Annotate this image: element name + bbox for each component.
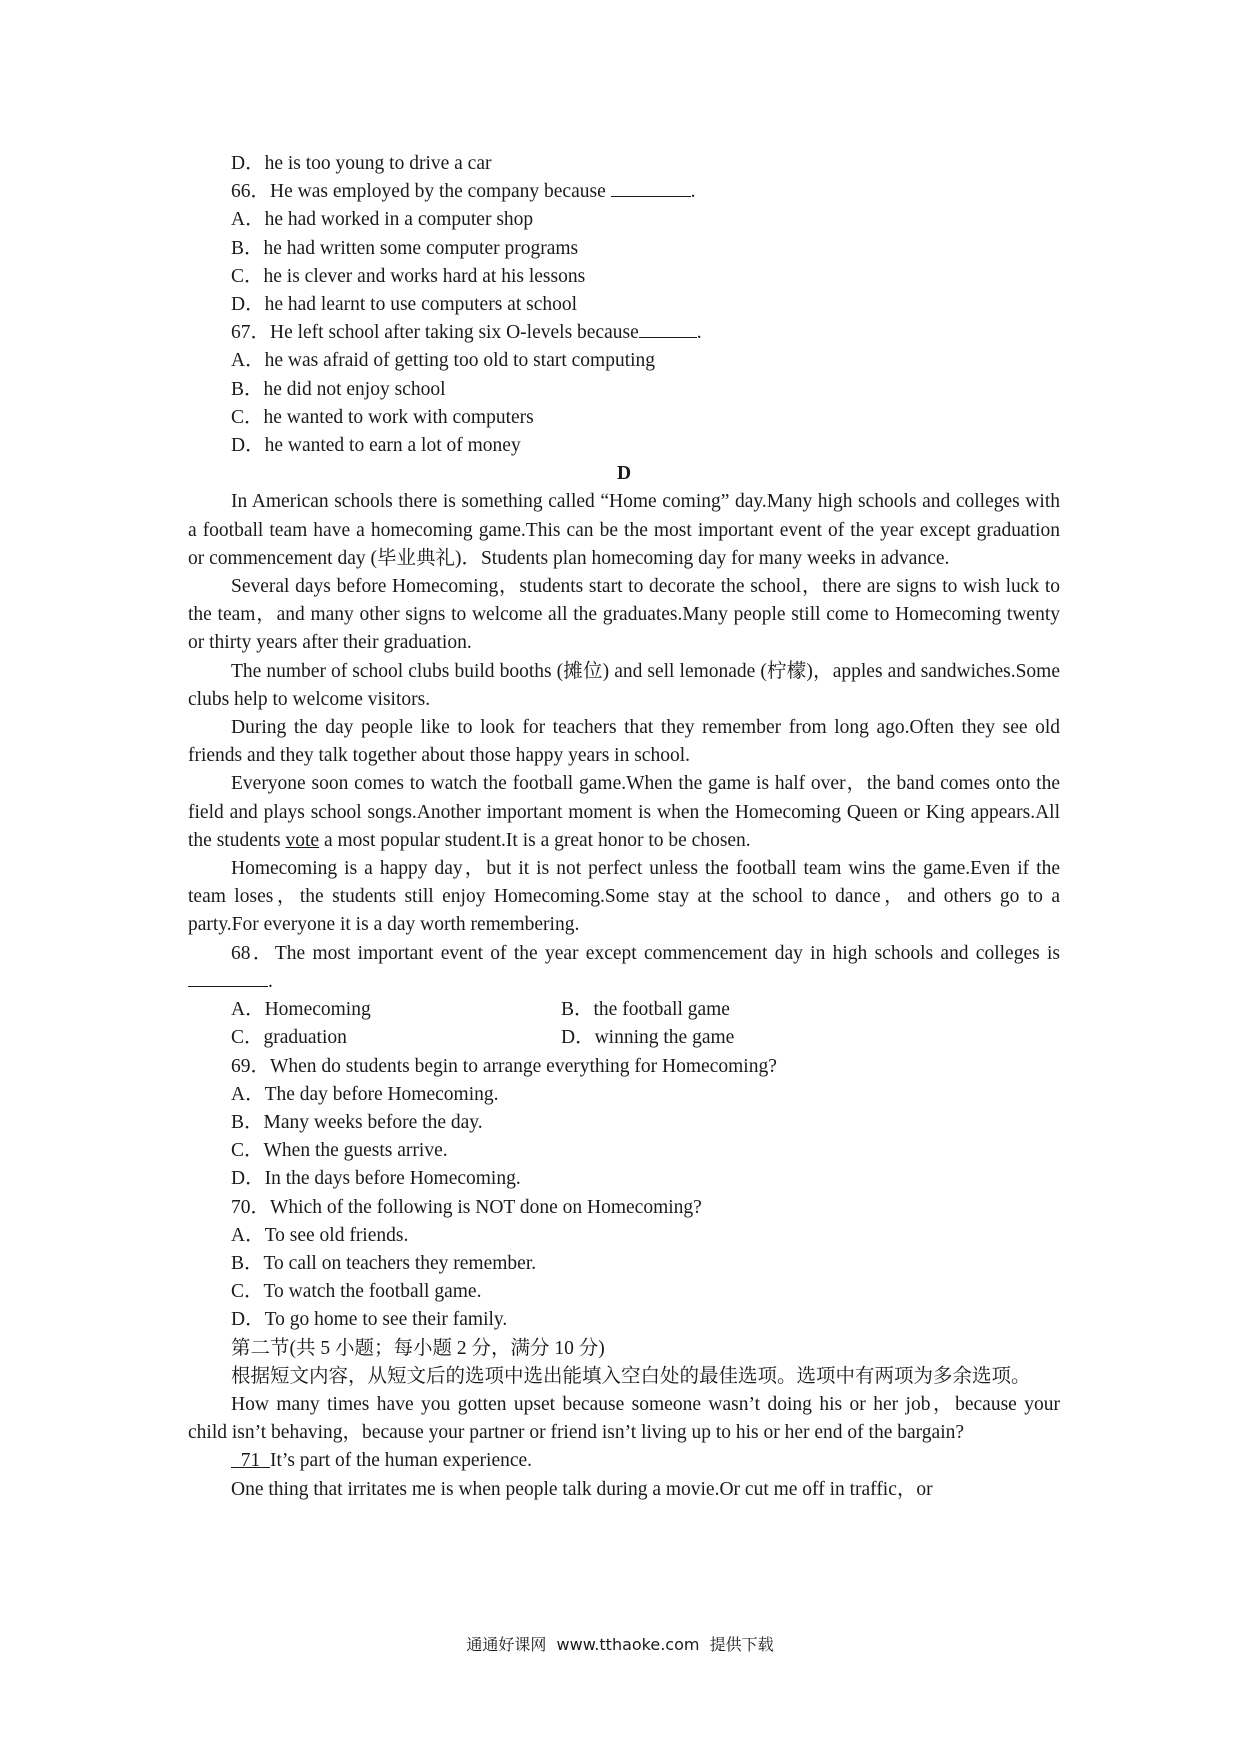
q67-stem-end: .: [696, 322, 702, 344]
paragraph-5-part-1: Everyone soon comes to watch the football game.When the game is half over，the band comes onto the field and plays school songs.Another important moment is when the Homecoming Queen or King appears.All the students: [188, 773, 1060, 851]
footer-watermark: 通通好课网 www.tthaoke.com 提供下载: [466, 1635, 774, 1654]
blank-71-line: [188, 1447, 1060, 1475]
passage-d-paragraph-3: The number of school clubs build booths (摊位) and sell lemonade (柠檬)，apples and sandwiches.Some clubs help to welcome visitors.: [188, 660, 1060, 710]
q68-stem: [188, 940, 1060, 996]
blank-71-following-text: It’s part of the human experience.: [270, 1450, 533, 1472]
q66-option-d: D．he had learnt to use computers at school: [231, 294, 578, 316]
q65-option-d: D．he is too young to drive a car: [231, 153, 492, 174]
underlined-word-vote: vote: [285, 829, 320, 851]
q68-option-b: B．the football game: [561, 999, 730, 1021]
section-2-paragraph-1: How many times have you gotten upset because someone wasn’t doing his or her job，because your child isn’t behaving，because your partner or friend isn’t living up to his or her end of the bargain?: [188, 1393, 1060, 1444]
q66-answer-blank: [611, 178, 691, 197]
section-2-title: 第二节(共 5 小题；每小题 2 分，满分 10 分): [231, 1337, 605, 1359]
q68-options-row-2: [188, 1024, 1060, 1052]
passage-d-paragraph-6: Homecoming is a happy day，but it is not perfect unless the football team wins the game.Even if the team loses，the students still enjoy Homecoming.Some stay at the school to dance，and others go to a party.For everyone it is a day worth remembering.: [188, 858, 1060, 936]
q68-stem-text: 68．The most important event of the year except commencement day in high schools and colleges is: [231, 942, 1060, 964]
q67-option-a: A．he was afraid of getting too old to start computing: [231, 350, 656, 372]
passage-d-paragraph-4: During the day people like to look for teachers that they remember from long ago.Often they see old friends and they talk together about those happy years in school.: [188, 717, 1060, 767]
blank-71: 71: [231, 1450, 270, 1472]
passage-d-paragraph-5: [188, 770, 1060, 855]
passage-d-paragraph-2: Several days before Homecoming，students start to decorate the school，there are signs to wish luck to the team，and many other signs to welcome all the graduates.Many people still come to Homecoming twenty or thirty years after their graduation.: [188, 576, 1060, 654]
q70-option-a: A．To see old friends.: [231, 1224, 409, 1246]
passage-d-paragraph-1: In American schools there is something called “Home coming” day.Many high schools and colleges with a football team have a homecoming game.This can be the most important event of the year except graduation or commencement day (毕业典礼)．Students plan homecoming day for many weeks in advance.: [188, 491, 1060, 569]
q70-stem: 70．Which of the following is NOT done on Homecoming?: [231, 1196, 702, 1218]
q68-option-c: C．graduation: [231, 1027, 347, 1049]
q66-stem: [188, 178, 1060, 206]
q68-stem-end: .: [268, 970, 273, 992]
q67-option-d: D．he wanted to earn a lot of money: [231, 435, 521, 457]
section-d-heading: D: [616, 463, 632, 485]
q69-option-d: D．In the days before Homecoming.: [231, 1168, 521, 1190]
q67-option-b: B．he did not enjoy school: [231, 378, 446, 400]
q70-option-b: B．To call on teachers they remember.: [231, 1252, 537, 1274]
q69-option-b: B．Many weeks before the day.: [231, 1111, 483, 1133]
q68-answer-blank: [188, 968, 268, 987]
q67-option-c: C．he wanted to work with computers: [231, 406, 534, 428]
q68-option-a: A．Homecoming: [231, 999, 371, 1021]
q66-stem-text: 66．He was employed by the company because: [231, 181, 611, 203]
q69-option-c: C．When the guests arrive.: [231, 1140, 448, 1162]
q68-option-d: D．winning the game: [561, 1027, 735, 1049]
q66-option-b: B．he had written some computer programs: [231, 237, 579, 259]
paragraph-5-part-2: a most popular student.It is a great honor to be chosen.: [319, 829, 751, 851]
q69-stem: 69．When do students begin to arrange everything for Homecoming?: [231, 1055, 777, 1077]
q67-stem-text: 67．He left school after taking six O-levels because: [231, 322, 639, 344]
section-2-instruction: 根据短文内容，从短文后的选项中选出能填入空白处的最佳选项。选项中有两项为多余选项。: [231, 1365, 1031, 1387]
section-2-paragraph-2: One thing that irritates me is when people talk during a movie.Or cut me off in traffic，or: [231, 1478, 933, 1500]
document-page: [188, 150, 1060, 1504]
q70-option-d: D．To go home to see their family.: [231, 1309, 508, 1331]
q67-answer-blank: [639, 319, 697, 338]
q69-option-a: A．The day before Homecoming.: [231, 1083, 499, 1105]
q68-options-row-1: [188, 996, 1060, 1024]
q66-option-c: C．he is clever and works hard at his lessons: [231, 265, 586, 287]
q67-stem: [188, 319, 1060, 347]
q66-option-a: A．he had worked in a computer shop: [231, 209, 534, 231]
q70-option-c: C．To watch the football game.: [231, 1281, 482, 1303]
q66-stem-end: .: [690, 181, 696, 203]
